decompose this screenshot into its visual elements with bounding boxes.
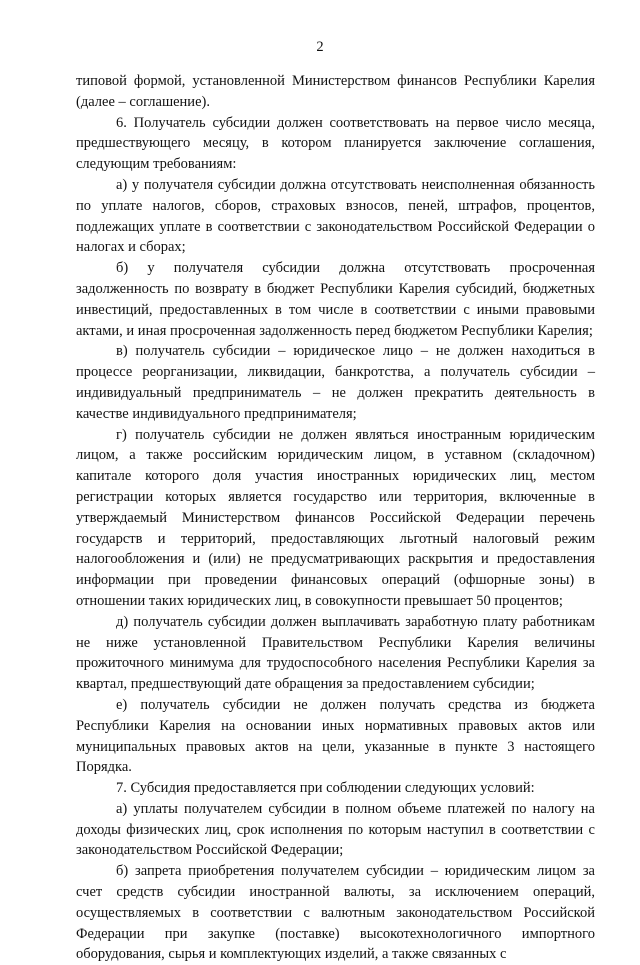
paragraph-item-6v: в) получатель субсидии – юридическое лицо – не должен находиться в процессе реорганизации, ликвидации, банкротства, а получатель субсидии – индивидуальный предприниматель – не должен прекратить деятельность в качестве индивидуального предпринимателя; — [76, 343, 595, 422]
page-number: 2 — [316, 39, 324, 55]
paragraph-item-6: 6. Получатель субсидии должен соответствовать на первое число месяца, предшествующего месяцу, в котором планируется заключение соглашения, следующим требованиям: — [76, 114, 595, 173]
paragraph-item-7a: а) уплаты получателем субсидии в полном объеме платежей по налогу на доходы физических лиц, срок исполнения по которым наступил в соответствии с законодательством Российской Федерации; — [76, 800, 595, 859]
paragraph-item-7b: б) запрета приобретения получателем субсидии – юридическим лицом за счет средств субсидии иностранной валюты, за исключением операций, осуществляемых в соответствии с валютным законодательством Российской Федерации при закупке (поставке) высокотехнологичного импортного оборудования, сырья и комплектующих изделий, а также связанных с — [76, 863, 595, 963]
paragraph-item-7: 7. Субсидия предоставляется при соблюдении следующих условий: — [116, 780, 535, 797]
paragraph-item-6g: г) получатель субсидии не должен являться иностранным юридическим лицом, а также российским юридическим лицом, в уставном (складочном) капитале которого доля участия иностранных юридических лиц, местом регистрации которых является государство или территория, включенные в утверждаемый Министерством финансов Российской Федерации перечень государств и территорий, предоставляющих льготный налоговый режим налогообложения и (или) не предусматривающих раскрытия и предоставления информации при проведении финансовых операций (офшорные зоны) в отношении таких юридических лиц, в совокупности превышает 50 процентов; — [76, 426, 595, 609]
paragraph-continuation: типовой формой, установленной Министерством финансов Республики Карелия (далее – соглашение). — [76, 73, 595, 110]
paragraph-item-6e: е) получатель субсидии не должен получать средства из бюджета Республики Карелия на основании иных нормативных правовых актов или муниципальных правовых актов на цели, указанные в пункте 3 настоящего Порядка. — [76, 696, 595, 776]
paragraph-item-6d: д) получатель субсидии должен выплачивать заработную плату работникам не ниже установленной Правительством Республики Карелия величины прожиточного минимума для трудоспособного населения Республики Карелия за квартал, предшествующий дате обращения за предоставлением субсидии; — [76, 613, 595, 693]
document-body — [76, 71, 595, 965]
paragraph-item-6a: а) у получателя субсидии должна отсутствовать неисполненная обязанность по уплате налогов, сборов, страховых взносов, пеней, штрафов, процентов, подлежащих уплате в соответствии с законодательством Российской Федерации о налогах и сборах; — [76, 176, 595, 256]
paragraph-item-6b: б) у получателя субсидии должна отсутствовать просроченная задолженность по возврату в бюджет Республики Карелия субсидий, бюджетных инвестиций, предоставленных в том числе в соответствии с иными правовыми актами, и иная просроченная задолженность перед бюджетом Республики Карелия; — [76, 260, 595, 339]
